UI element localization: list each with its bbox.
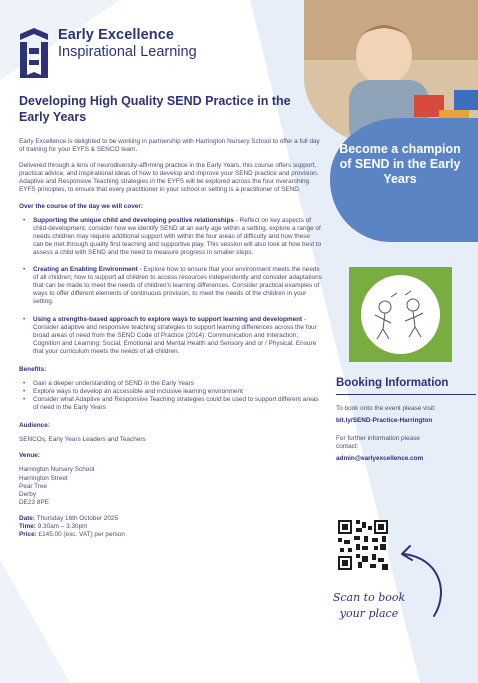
booking-divider <box>336 394 476 395</box>
audience-heading: Audience: <box>19 422 50 430</box>
children-illustration <box>361 275 440 354</box>
benefits-list <box>19 380 322 412</box>
topic-item <box>19 316 322 356</box>
main-content <box>19 93 322 539</box>
topic-text: - Consider adaptive and responsive teaching strategies to support learning differences across the four broad areas of need from the SEND Code of Practice (2014): Communication and Interaction; Cognition and Learning; Social, Emotional and Mental Health and Sensory and or / Physical. Ensure that your curriculum meets the needs of all children. <box>33 315 317 355</box>
venue-address <box>19 466 322 506</box>
venue-line: Derby <box>19 490 37 498</box>
topic-text: - Reflect on key aspects of child-development, consider how we identify SEND at an early age within a setting, explore a range of needs children may require additional support with within the four areas of difficulty and how these can be met through quality first teaching and supportive play. This session will also look at how best to assess a child with SEND and the need to measure progress in smaller steps. <box>33 216 322 256</box>
contact-email-link[interactable]: admin@earlyexcellence.com <box>336 455 424 463</box>
champion-callout <box>330 118 478 242</box>
benefit-item: • Explore ways to develop an accessible and inclusive learning environment <box>19 388 322 396</box>
booking-title: Booking Information <box>336 377 449 389</box>
event-time <box>19 523 322 531</box>
topics-list <box>19 217 322 356</box>
benefits-heading: Benefits: <box>19 365 47 373</box>
benefit-item: • Consider what Adaptive and Responsive Teaching strategies could be used to support different areas of need in the Early Years <box>19 396 322 412</box>
booking-instructions: To book onto the event please visit: <box>336 405 436 412</box>
topic-text: - Explore how to ensure that your environment meets the needs of all children; how to support all children to access resources independently and consider adaptations that can be made to meet the needs of children's learning differences. Consider practical examples of ways to offer different elements of continuous provision, to meet the needs of the children in your setting. <box>33 266 322 306</box>
topic-item <box>19 217 322 257</box>
booking-link[interactable]: bit.ly/SEND-Practice-Harrington <box>336 417 433 425</box>
brand-name <box>58 27 197 61</box>
brand-line-1: Early Excellence <box>58 27 175 43</box>
contact-instructions: For further information please contact: <box>336 435 420 451</box>
topic-title: Using a strengths-based approach to explore ways to support learning and development <box>33 315 303 323</box>
page-title: Developing High Quality SEND Practice in the Early Years <box>19 94 291 124</box>
date-label: Date: <box>19 514 35 522</box>
description-paragraph: Delivered through a lens of neurodiversity-affirming practice in the Early Years, this course offers support, practical advice, and inspirational ideas of how to develop and improve your SEND practice and provision. Adaptive and Responsive Teaching strategies in the EYFS will be explored across the four overarching EYFS principles, to ensure that every practitioner in your school or setting is a practitioner of SEND. <box>19 162 319 194</box>
topic-item <box>19 266 322 306</box>
price-label: Price: <box>19 531 37 539</box>
topic-title: Creating an Enabling Environment <box>33 266 138 274</box>
audience-text: SENCOs, Early Years Leaders and Teachers <box>19 436 146 444</box>
intro-paragraph: Early Excellence is delighted to be working in partnership with Harrington Nursery School to offer a full day of training for your EYFS & SENCO team. <box>19 138 320 154</box>
brand-line-2: Inspirational Learning <box>58 44 197 60</box>
champion-callout-text: Become a champion of SEND in the Early Years <box>339 142 461 186</box>
date-value: Thursday 16th October 2025 <box>34 514 118 522</box>
venue-line: Harrington Nursery School <box>19 466 95 474</box>
booking-panel <box>326 377 476 463</box>
venue-line: Harrington Street <box>19 474 68 482</box>
topic-title: Supporting the unique child and developing positive relationships <box>33 216 234 224</box>
ee-logo-icon <box>20 28 48 78</box>
price-value: £145.00 (exc. VAT) per person <box>36 531 125 539</box>
venue-heading: Venue: <box>19 452 40 460</box>
scan-to-book-text: Scan to book your place <box>332 591 406 620</box>
venue-line: DE23 8PE <box>19 498 49 506</box>
time-value: 9.30am – 3.30pm <box>35 523 88 530</box>
venue-line: Pear Tree <box>19 482 48 490</box>
time-label: Time: <box>19 523 36 530</box>
event-date <box>19 515 322 523</box>
benefit-item: • Gain a deeper understanding of SEND in the Early Years <box>19 380 322 388</box>
course-heading: Over the course of the day we will cover: <box>19 202 143 210</box>
event-price <box>19 531 322 539</box>
illustration-frame <box>349 267 452 362</box>
qr-code-icon[interactable] <box>338 520 388 570</box>
